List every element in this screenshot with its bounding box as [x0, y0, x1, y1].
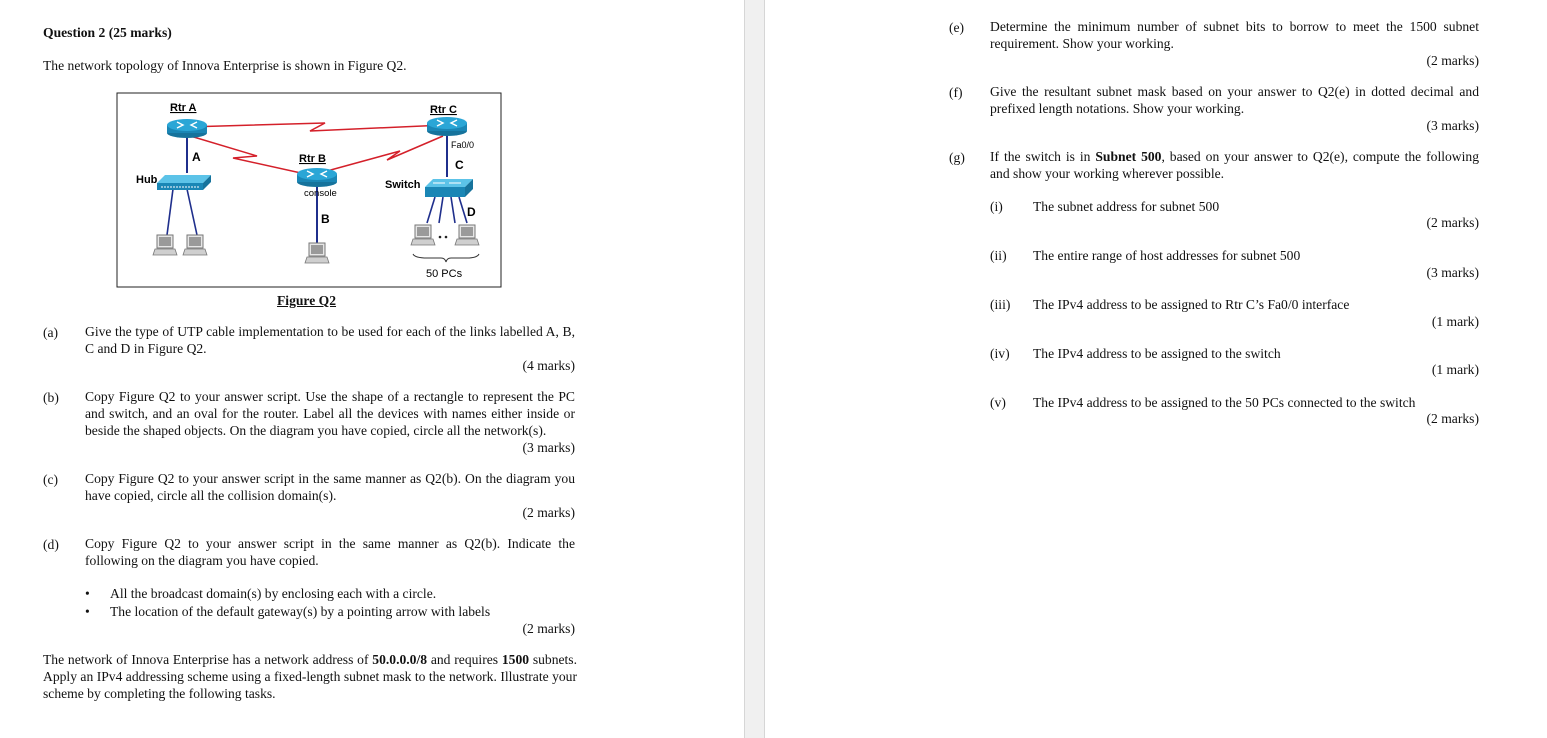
item-b-number: (b) [43, 390, 59, 405]
item-d-bullets [85, 585, 575, 621]
subitem-i-marks: (2 marks) [1426, 215, 1479, 230]
item-b-text: Copy Figure Q2 to your answer script. Use the shape of a rectangle to represent the PC and switch, and an oval for the router. Label all the devices with names either inside or beside the shaped objects. On the diagram you have copied, circle all the network(s). [85, 389, 575, 438]
item-b-marks: (3 marks) [522, 440, 575, 455]
router-b-icon [297, 168, 337, 187]
question-heading: Question 2 (25 marks) [43, 25, 172, 40]
subitem-ii-marks: (3 marks) [1426, 265, 1479, 280]
req-text-2: and requires [427, 652, 502, 667]
figure-caption: Figure Q2 [277, 293, 337, 308]
req-text-3: subnets. Apply an IPv4 addressing scheme using a fixed-length subnet mask to the network. Illustrate your scheme by completing the following tasks. [43, 652, 577, 701]
g-text-2: , based on your answer to Q2(e), compute the following and show your working wherever possible. [990, 149, 1479, 181]
item-f-marks: (3 marks) [1426, 118, 1479, 133]
subitem-iv-text: The IPv4 address to be assigned to the switch [1033, 346, 1281, 361]
label-link-d: D [467, 205, 476, 219]
subitem-ii-number: (ii) [990, 248, 1007, 263]
item-f-text: Give the resultant subnet mask based on your answer to Q2(e) in dotted decimal and prefixed length notations. Show your working. [990, 84, 1479, 116]
item-c-text: Copy Figure Q2 to your answer script in the same manner as Q2(b). On the diagram you have copied, circle all the collision domain(s). [85, 471, 575, 503]
label-50-pcs: 50 PCs [426, 268, 463, 280]
label-rtr-a: Rtr A [170, 102, 197, 114]
label-hub: Hub [136, 174, 158, 186]
subitem-i-text: The subnet address for subnet 500 [1033, 199, 1220, 214]
network-requirements-paragraph [43, 652, 577, 702]
g-text-1: If the switch is in [990, 149, 1096, 164]
item-a-marks: (4 marks) [522, 358, 575, 373]
req-text-1: The network of Innova Enterprise has a network address of [43, 652, 373, 667]
label-rtr-b: Rtr B [299, 153, 326, 165]
router-a-icon [167, 119, 207, 138]
subitem-v-number: (v) [990, 395, 1006, 410]
item-c-number: (c) [43, 472, 59, 487]
ellipsis-dot [439, 236, 442, 239]
subitem-iii-text: The IPv4 address to be assigned to Rtr C’s Fa0/0 interface [1033, 297, 1350, 312]
label-switch: Switch [385, 179, 421, 191]
label-rtr-c: Rtr C [430, 104, 457, 116]
page-gutter [744, 0, 765, 738]
figure-q2 [115, 91, 505, 291]
item-e-number: (e) [949, 20, 965, 35]
item-f-number: (f) [949, 85, 963, 100]
item-a-number: (a) [43, 325, 59, 340]
page-left [0, 0, 744, 738]
pc-icon [455, 225, 479, 245]
item-a-text: Give the type of UTP cable implementation to be used for each of the links labelled A, B, C and D in Figure Q2. [85, 324, 575, 356]
item-g-number: (g) [949, 150, 965, 165]
intro-text: The network topology of Innova Enterprise is shown in Figure Q2. [43, 58, 407, 73]
ellipsis-dot [445, 236, 448, 239]
subnet-count: 1500 [501, 652, 530, 667]
pc-icon [305, 243, 329, 263]
subitem-iv-marks: (1 mark) [1431, 362, 1479, 377]
item-d-marks: (2 marks) [522, 621, 575, 636]
subitem-iii-number: (iii) [990, 297, 1011, 312]
bullet-item: • All the broadcast domain(s) by enclosing each with a circle. [85, 585, 575, 603]
subitem-ii-text: The entire range of host addresses for subnet 500 [1033, 248, 1301, 263]
label-link-c: C [455, 158, 464, 172]
label-link-a: A [192, 150, 201, 164]
pc-icon [153, 235, 177, 255]
item-e-marks: (2 marks) [1426, 53, 1479, 68]
subitem-v-text: The IPv4 address to be assigned to the 50 PCs connected to the switch [1033, 395, 1416, 410]
pc-icon [411, 225, 435, 245]
item-e-text: Determine the minimum number of subnet bits to borrow to meet the 1500 subnet requirement. Show your working. [990, 19, 1479, 51]
subitem-iv-number: (iv) [990, 346, 1010, 361]
network-address: 50.0.0.0/8 [372, 652, 428, 667]
subitem-v-marks: (2 marks) [1426, 411, 1479, 426]
g-subnet-500: Subnet 500 [1095, 149, 1162, 164]
item-g-text [990, 149, 1479, 183]
item-d-text: Copy Figure Q2 to your answer script in the same manner as Q2(b). Indicate the following on the diagram you have copied. [85, 536, 575, 568]
subitem-i-number: (i) [990, 199, 1003, 214]
page-right [765, 0, 1547, 738]
pc-icon [183, 235, 207, 255]
hub-icon [157, 175, 211, 190]
label-console: console [304, 188, 337, 199]
label-link-b: B [321, 212, 330, 226]
router-c-icon [427, 117, 467, 136]
bullet-item: • The location of the default gateway(s) by a pointing arrow with labels [85, 603, 575, 621]
subitem-iii-marks: (1 mark) [1431, 314, 1479, 329]
item-c-marks: (2 marks) [522, 505, 575, 520]
item-d-number: (d) [43, 537, 59, 552]
label-fa00: Fa0/0 [451, 140, 475, 150]
switch-icon [425, 179, 473, 197]
